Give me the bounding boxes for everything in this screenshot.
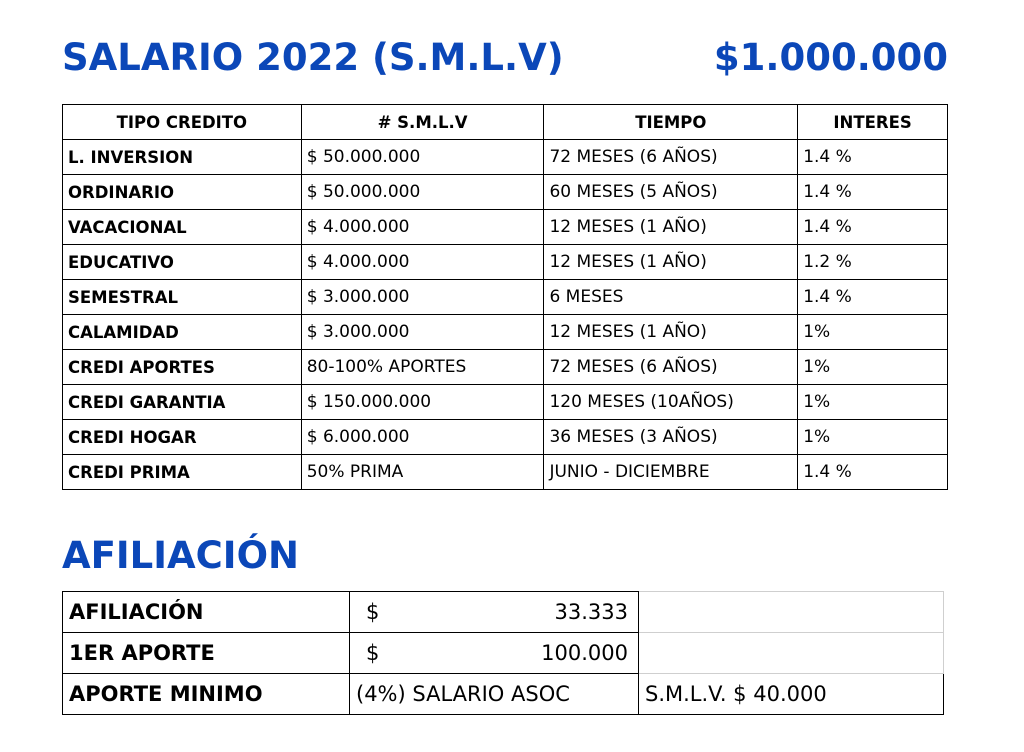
cell-tipo: ORDINARIO bbox=[63, 175, 302, 210]
table-row bbox=[63, 175, 948, 210]
amount-value: 33.333 bbox=[554, 600, 628, 624]
cell-interes: 1.4 % bbox=[798, 175, 948, 210]
afil-label: 1ER APORTE bbox=[63, 633, 350, 674]
cell-tipo: EDUCATIVO bbox=[63, 245, 302, 280]
currency-symbol: $ bbox=[366, 600, 380, 624]
cell-smlv: $ 4.000.000 bbox=[301, 245, 544, 280]
afiliacion-table bbox=[62, 591, 944, 715]
cell-interes: 1.4 % bbox=[798, 455, 948, 490]
table-row bbox=[63, 210, 948, 245]
cell-interes: 1.4 % bbox=[798, 280, 948, 315]
header-tipo-credito: TIPO CREDITO bbox=[63, 105, 302, 140]
cell-tipo: CREDI APORTES bbox=[63, 350, 302, 385]
currency-symbol: $ bbox=[366, 641, 380, 665]
afil-value bbox=[350, 633, 639, 674]
header-tiempo: TIEMPO bbox=[544, 105, 798, 140]
cell-smlv: $ 50.000.000 bbox=[301, 175, 544, 210]
cell-interes: 1.4 % bbox=[798, 210, 948, 245]
salary-amount: $1.000.000 bbox=[713, 36, 948, 79]
cell-tiempo: 60 MESES (5 AÑOS) bbox=[544, 175, 798, 210]
cell-tiempo: 12 MESES (1 AÑO) bbox=[544, 315, 798, 350]
cell-tiempo: 72 MESES (6 AÑOS) bbox=[544, 140, 798, 175]
credit-table-header-row bbox=[63, 105, 948, 140]
table-row bbox=[63, 455, 948, 490]
header-interes: INTERES bbox=[798, 105, 948, 140]
cell-interes: 1.2 % bbox=[798, 245, 948, 280]
cell-tiempo: 12 MESES (1 AÑO) bbox=[544, 245, 798, 280]
table-row bbox=[63, 633, 944, 674]
cell-interes: 1% bbox=[798, 385, 948, 420]
cell-tipo: CREDI PRIMA bbox=[63, 455, 302, 490]
cell-tipo: L. INVERSION bbox=[63, 140, 302, 175]
cell-tiempo: 120 MESES (10AÑOS) bbox=[544, 385, 798, 420]
cell-tipo: VACACIONAL bbox=[63, 210, 302, 245]
cell-tiempo: 6 MESES bbox=[544, 280, 798, 315]
cell-tipo: CREDI HOGAR bbox=[63, 420, 302, 455]
cell-smlv: $ 50.000.000 bbox=[301, 140, 544, 175]
table-row bbox=[63, 280, 948, 315]
afil-extra bbox=[639, 633, 944, 674]
table-row bbox=[63, 385, 948, 420]
cell-smlv: $ 3.000.000 bbox=[301, 315, 544, 350]
cell-smlv: $ 4.000.000 bbox=[301, 210, 544, 245]
cell-smlv: $ 6.000.000 bbox=[301, 420, 544, 455]
cell-interes: 1% bbox=[798, 420, 948, 455]
cell-smlv: $ 150.000.000 bbox=[301, 385, 544, 420]
cell-tipo: CALAMIDAD bbox=[63, 315, 302, 350]
afil-value bbox=[350, 592, 639, 633]
afiliacion-title: AFILIACIÓN bbox=[62, 534, 299, 577]
header-smlv: # S.M.L.V bbox=[301, 105, 544, 140]
cell-interes: 1.4 % bbox=[798, 140, 948, 175]
cell-smlv: 50% PRIMA bbox=[301, 455, 544, 490]
table-row bbox=[63, 420, 948, 455]
table-row bbox=[63, 674, 944, 715]
table-row bbox=[63, 140, 948, 175]
afil-label: AFILIACIÓN bbox=[63, 592, 350, 633]
table-row bbox=[63, 245, 948, 280]
salary-title: SALARIO 2022 (S.M.L.V) bbox=[62, 36, 564, 79]
credit-table bbox=[62, 104, 948, 490]
cell-tiempo: 12 MESES (1 AÑO) bbox=[544, 210, 798, 245]
cell-smlv: $ 3.000.000 bbox=[301, 280, 544, 315]
table-row bbox=[63, 315, 948, 350]
cell-tipo: CREDI GARANTIA bbox=[63, 385, 302, 420]
cell-tiempo: 36 MESES (3 AÑOS) bbox=[544, 420, 798, 455]
cell-tipo: SEMESTRAL bbox=[63, 280, 302, 315]
afil-value: (4%) SALARIO ASOC bbox=[350, 674, 639, 715]
cell-interes: 1% bbox=[798, 350, 948, 385]
cell-tiempo: 72 MESES (6 AÑOS) bbox=[544, 350, 798, 385]
table-row bbox=[63, 592, 944, 633]
afil-extra: S.M.L.V. $ 40.000 bbox=[639, 674, 944, 715]
amount-value: 100.000 bbox=[541, 641, 628, 665]
cell-tiempo: JUNIO - DICIEMBRE bbox=[544, 455, 798, 490]
table-row bbox=[63, 350, 948, 385]
cell-smlv: 80-100% APORTES bbox=[301, 350, 544, 385]
cell-interes: 1% bbox=[798, 315, 948, 350]
afil-label: APORTE MINIMO bbox=[63, 674, 350, 715]
afil-extra bbox=[639, 592, 944, 633]
